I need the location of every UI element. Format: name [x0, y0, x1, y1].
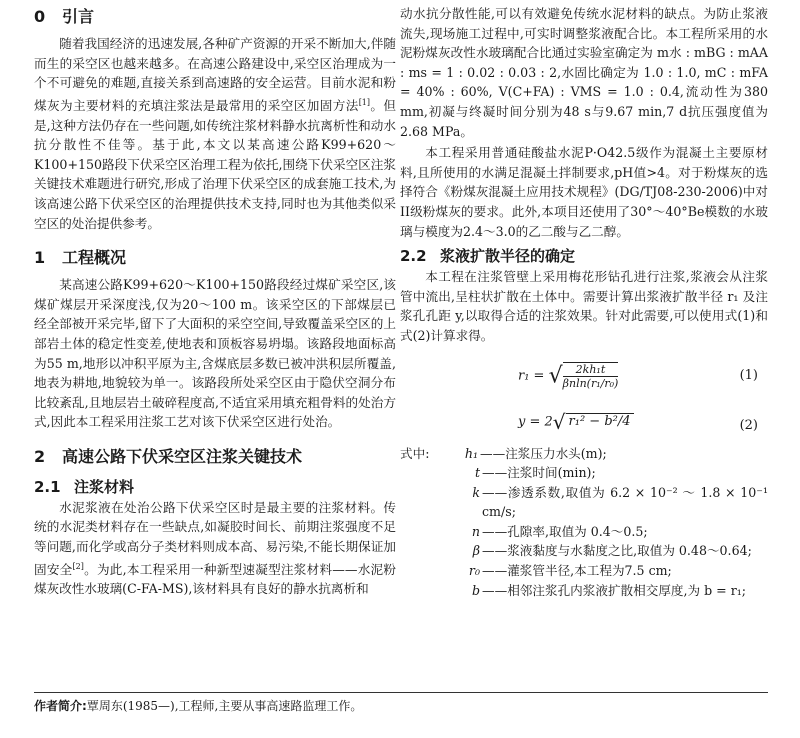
materials-continued-paragraph: 动水抗分散性能,可以有效避免传统水泥材料的缺点。为防止浆液流失,现场施工过程中,可实时调整浆液配合比。本工程所采用的水泥粉煤灰改性水玻璃配合比通过实验室确定为 m水 : mBG : mAA : ms = 1 : 0.02 : 0.03 : 2,水固比确定为 1.0 : 1.0, mC : mFA = 40% : 60%, V(C+FA) : VMS = 1.0 : 0.4,流动性为380 mm,初凝与终凝时间分别为48 s与9.67 min,7 d抗压强度值为2.68 MPa。 — [400, 6, 768, 139]
left-column — [34, 0, 396, 599]
symbol-row: b ——相邻注浆孔内浆液扩散相交厚度,为 b = r₁; — [471, 582, 747, 598]
symbol-row: k ——渗透系数,取值为 6.2 × 10⁻² ～ 1.8 × 10⁻¹ cm/s; — [472, 484, 768, 520]
symbol-row: β ——浆液黏度与水黏度之比,取值为 0.48～0.64; — [472, 543, 752, 559]
section-1-heading: 1 工程概况 — [34, 248, 127, 268]
section-0-heading: 0 引言 — [34, 7, 95, 26]
intro-paragraph: 随着我国经济的迅速发展,各种矿产资源的开采不断加大,伴随而生的采空区也越来越多。在高速公路建设中,采空区治理成为一个不可避免的难题,直接关系到高速路的安全运营。目前水泥和粉煤灰为主要材料的充填注浆法是最常用的采空区加固方法[1]。但是,这种方法仍存在一些问题,如传统注浆材料静水抗离析性和动水抗分散性不佳等。基于此,本文以某高速公路K99+620～K100+150路段下伏采空区治理工程为依托,围绕下伏采空区注浆关键技术难题进行研究,形成了治理下伏采空区的成套施工技术,为该高速公路下伏采空区的治理提供技术支持,同时也为其他类似采空区的处治提供参考。 — [34, 36, 397, 231]
overview-paragraph: 某高速公路K99+620～K100+150路段经过煤矿采空区,该煤矿煤层开采深度浅,仅为20～100 m。该采空区的下部煤层已经全部被开采完毕,留下了大面积的采空空间,导致覆盖采空区的上部岩土体的稳定性变差,使地表和顶板容易坍塌。该路段地面标高为55 m,地形以冲积平原为主,含煤底层多数已被冲洪积层所覆盖,地表为耕地,地貌较为单一。该路段所处采空区由于隐伏空洞分布比较紊乱,且地层岩土破碎程度高,不适宜采用填充粗骨料的处治方式,因此本工程采用注浆工艺对该下伏采空区进行处治。 — [34, 277, 396, 430]
right-column — [400, 0, 768, 600]
equation-2: y = 2√ r₁² − b²/4 (2) — [518, 409, 758, 434]
raw-materials-paragraph: 本工程采用普通硅酸盐水泥P·O42.5级作为混凝土主要原材料,且所使用的水满足混凝土拌制要求,pH值>4。对于粉煤灰的选择符合《粉煤灰混凝土应用技术规程》(DG/TJ08-230-2006)中对II级粉煤灰的要求。此外,本项目还使用了30°～40°Be模数的水玻璃与模度为2.4～3.0的乙二酸与乙二醇。 — [400, 145, 768, 239]
symbol-row: n ——孔隙率,取值为 0.4～0.5; — [471, 523, 648, 539]
symbol-row: t ——注浆时间(min); — [474, 465, 596, 481]
section-2-1-heading: 2.1 注浆材料 — [34, 477, 135, 496]
author-footnote: 作者简介:覃周东(1985—),工程师,主要从事高速路监理工作。 — [34, 699, 363, 713]
section-2-heading: 2 高速公路下伏采空区注浆关键技术 — [34, 446, 303, 466]
diffusion-paragraph: 本工程在注浆管壁上采用梅花形钻孔进行注浆,浆液会从注浆管中流出,呈柱状扩散在土体中。需要计算出浆液扩散半径 r₁ 及注浆孔孔距 y,以取得合适的注浆效果。针对此需要,可以使用式(1)和式(2)计算求得。 — [400, 269, 768, 343]
section-2-2-heading: 2.2 浆液扩散半径的确定 — [400, 247, 576, 266]
symbol-row: r₀ ——灌浆管半径,本工程为7.5 cm; — [468, 563, 672, 579]
citation-ref-2: [2] — [72, 561, 84, 571]
materials-paragraph: 水泥浆液在处治公路下伏采空区时是最主要的注浆材料。传统的水泥类材料存在一些缺点,如凝胶时间长、前期注浆强度不足等问题,而化学或高分子类材料则成本高、易污染,不能长期保证加固安全[2]。为此,本工程采用一种新型速凝型注浆材料——水泥粉煤灰改性水玻璃(C-FA-MS),该材料具有良好的静水抗离析和 — [34, 499, 396, 597]
equation-1: r₁ = √ $\frac{\text{2kh₁t}}{\text{βnln(r₁/r₀)}}$ (1) — [518, 362, 758, 390]
footer-divider — [34, 692, 768, 693]
symbol-list — [400, 444, 768, 601]
symbol-row: 式中: h₁ ——注浆压力水头(m); — [400, 445, 607, 461]
citation-ref-1: [1] — [358, 97, 371, 107]
